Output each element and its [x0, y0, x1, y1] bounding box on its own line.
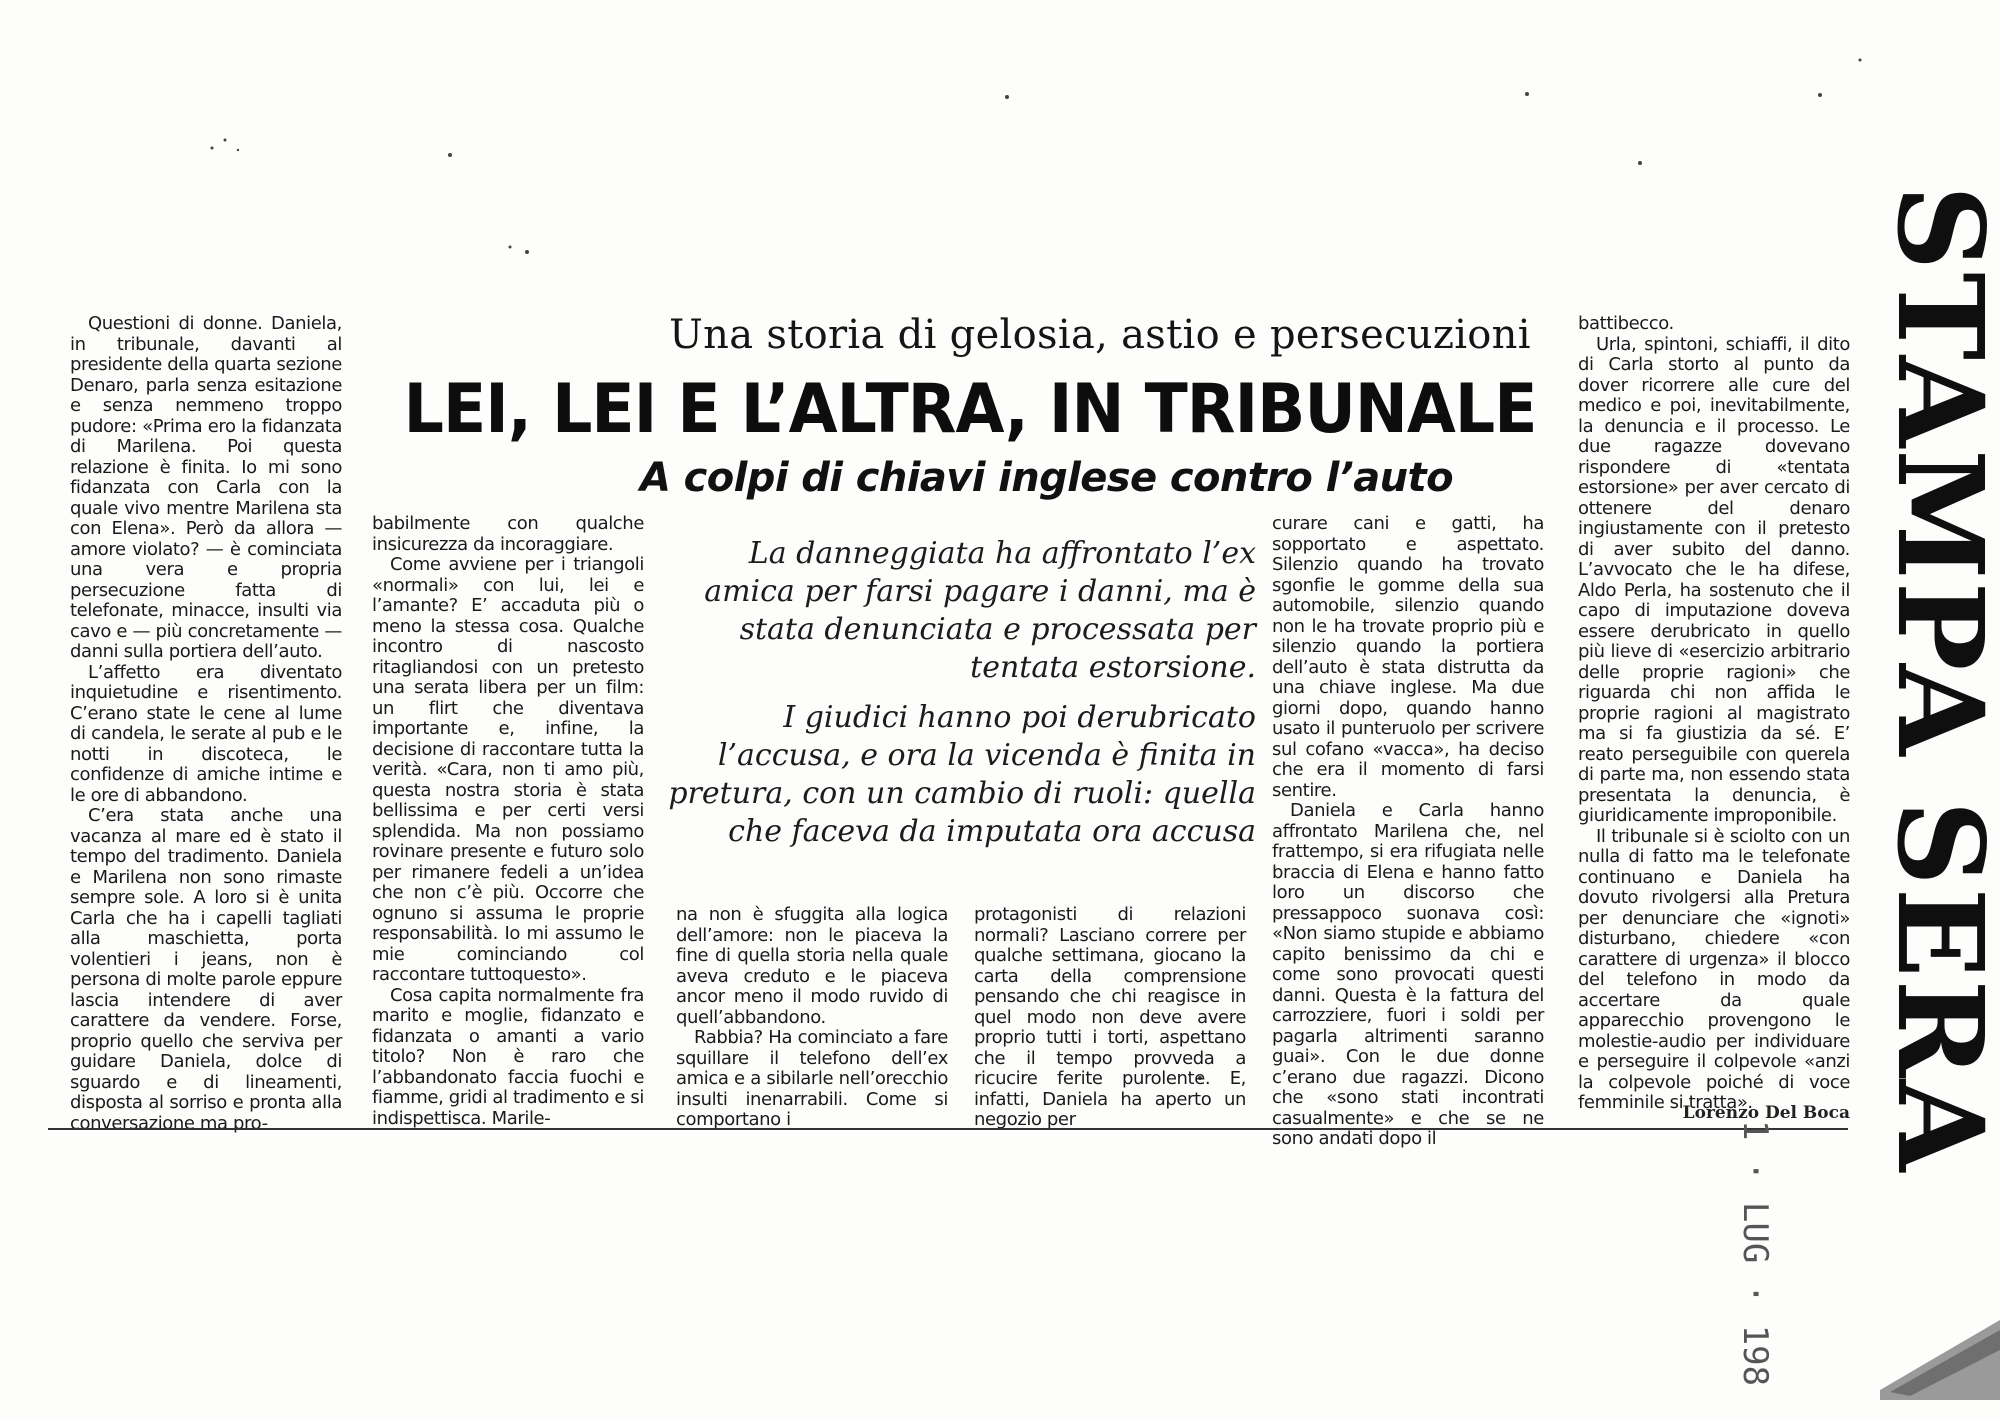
- paragraph: Come avviene per i triangoli «normali» con lui, lei e l’amante? E’ accaduta più o meno la stessa cosa. Qualche incontro di nascosto ritagliandosi con un pretesto una serata libera per un film: un flirt che diventava importante e, infine, la decisione di raccontare tutta la verità. «Cara, non ti amo più, questa nostra storia è stata bellissima e per certi versi splendida. Ma non possiamo rovinare presente e futuro solo per rimanere fedeli a un’idea che non c’è più. Occorre che ognuno si assuma le proprie responsabilità. Io mi assumo le mie cominciando col raccontare tuttoquesto».: [372, 554, 644, 985]
- torn-corner: [1880, 1320, 2000, 1400]
- paragraph: Urla, spintoni, schiaffi, il dito di Carla storto al punto da dover ricorrere alle cure del medico e poi, inevitabilmente, la denuncia e il processo. Le due ragazze dovevano rispondere di «tentata estorsione» per aver cercato di ottenere del denaro ingiustamente con il pretesto di aver subito del danno. L’avvocato che le ha difese, Aldo Perla, ha sostenuto che il capo di imputazione doveva essere derubricato in quello più lieve di «esercizio arbitrario delle proprie ragioni» che riguarda chi non affida le proprie ragioni al magistrato ma si fa giustizia da sé. E’ reato perseguibile con querela di parte ma, non essendo stata presentata la denuncia, è giuridicamente improponibile.: [1578, 333, 1850, 826]
- date-stamp: [1727, 1120, 1777, 1387]
- article-column-1: [70, 314, 342, 1134]
- paragraph: na non è sfuggita alla logica dell’amore: non le piaceva la fine di quella storia nella quale aveva creduto e le piaceva ancor meno il modo ruvido di quell’abbandono.: [676, 904, 948, 1028]
- deck-paragraph-1: La danneggiata ha affrontato l’ex amica per farsi pagare i danni, ma è stata denunciata e processata per tentata estorsione.: [704, 536, 1256, 685]
- date-stamp-text: 1 · LUG · 198: [1735, 1120, 1775, 1387]
- paragraph: Daniela e Carla hanno affrontato Marilena che, nel frattempo, si era rifugiata nelle braccia di Elena e hanno fatto loro un discorso che pressappoco suonava così: «Non siamo stupide e abbiamo capito benissimo da chi e come sono provocati questi danni. Questa è la fattura del carrozziere, fuori i soldi per pagarla altrimenti saranno guai». Con le due donne c’erano due ragazzi. Dicono che «sono stati incontrati casualmente» e che se ne sono andati dopo il: [1272, 800, 1544, 1149]
- article-column-3: [676, 905, 948, 1131]
- kicker: Una storia di gelosia, astio e persecuzioni: [669, 312, 1531, 358]
- paragraph: Questioni di donne. Daniela, in tribunale, davanti al presidente della quarta sezione Denaro, parla senza esitazione e senza nemmeno troppo pudore: «Prima ero la fidanzata di Marilena. Poi questa relazione è finita. Io mi sono fidanzata con Carla con la quale vivo mentre Marilena sta con Elena». Però da allora — amore violato? — è cominciata una vera e propria persecuzione fatta di telefonate, minacce, insulti via cavo e — più concretamente — danni sulla portiera dell’auto.: [70, 313, 342, 662]
- subheadline: A colpi di chiavi inglese contro l’auto: [640, 455, 1453, 501]
- paragraph: Cosa capita normalmente fra marito e moglie, fidanzato e fidanzata o amanti a vario titolo? Non è raro che l’abbandonato faccia fuochi e fiamme, gridi al tradimento e si indispettisca. Marile-: [372, 984, 644, 1129]
- paragraph: battibecco.: [1578, 313, 1674, 334]
- article-column-4: [974, 905, 1246, 1131]
- bottom-rule: [48, 1128, 1848, 1130]
- deck: [660, 535, 1256, 851]
- paragraph: babilmente con qualche insicurezza da incoraggiare.: [372, 513, 644, 555]
- byline: Lorenzo Del Boca: [1682, 1103, 1850, 1123]
- article-column-5: [1272, 514, 1544, 1150]
- article-column-6: [1578, 314, 1850, 1114]
- deck-paragraph-2: I giudici hanno poi derubricato l’accusa, e ora la vicenda è finita in pretura, con un cambio di ruoli: quella che faceva da imputata ora accusa: [668, 700, 1256, 849]
- paragraph: Rabbia? Ha cominciato a fare squillare il telefono dell’ex amica e a sibilarle nell’orecchio insulti inenarrabili. Come si comportano i: [676, 1027, 948, 1130]
- paragraph: protagonisti di relazioni normali? Lasciano correre per qualche settimana, giocano la carta della comprensione pensando che chi reagisce in quel modo non deve avere proprio tutti i torti, aspettano che il tempo provveda a ricucire ferite purolente. E, infatti, Daniela ha aperto un negozio per: [974, 904, 1246, 1130]
- masthead-text: STAMPA SERA: [1871, 185, 2010, 1174]
- paragraph: C’era stata anche una vacanza al mare ed è stato il tempo del tradimento. Daniela e Marilena non sono rimaste sempre sole. A loro si è unita Carla che ha i capelli tagliati alla maschietta, porta volentieri i jeans, non è persona di molte parole eppure lascia intendere di aver carattere da vendere. Forse, proprio quello che serviva per guidare Daniela, dolce di sguardo e di lineamenti, disposta al sorriso e pronta alla conversazione ma pro-: [70, 805, 342, 1134]
- paragraph: L’affetto era diventato inquietudine e risentimento. C’erano state le cene al lume di candela, le serate al pub e le notti in discoteca, le confidenze di amiche intime e le ore di abbandono.: [70, 661, 342, 806]
- paragraph: Il tribunale si è sciolto con un nulla di fatto ma le telefonate continuano e Daniela ha dovuto rivolgersi alla Pretura per denunciare che «ignoti» disturbano, chiedere «con carattere di urgenza» il blocco del telefono in modo da accertare da quale apparecchio provengono le molestie-audio per individuare e perseguire il colpevole «anzi la colpevole poiché di voce femminile si tratta».: [1578, 825, 1850, 1113]
- headline: LEI, LEI E L’ALTRA, IN TRIBUNALE: [403, 370, 1537, 449]
- masthead-vertical: [1871, 185, 2010, 1245]
- paragraph: curare cani e gatti, ha sopportato e aspettato. Silenzio quando ha trovato sgonfie le gomme della sua automobile, silenzio quando non le ha trovate proprio più e silenzio quando la portiera dell’auto è stata distrutta da una chiave inglese. Ma due giorni dopo, quando hanno usato il punteruolo per scrivere sul cofano «vacca», ha deciso che era il momento di farsi sentire.: [1272, 513, 1544, 801]
- article-column-2: [372, 514, 644, 1129]
